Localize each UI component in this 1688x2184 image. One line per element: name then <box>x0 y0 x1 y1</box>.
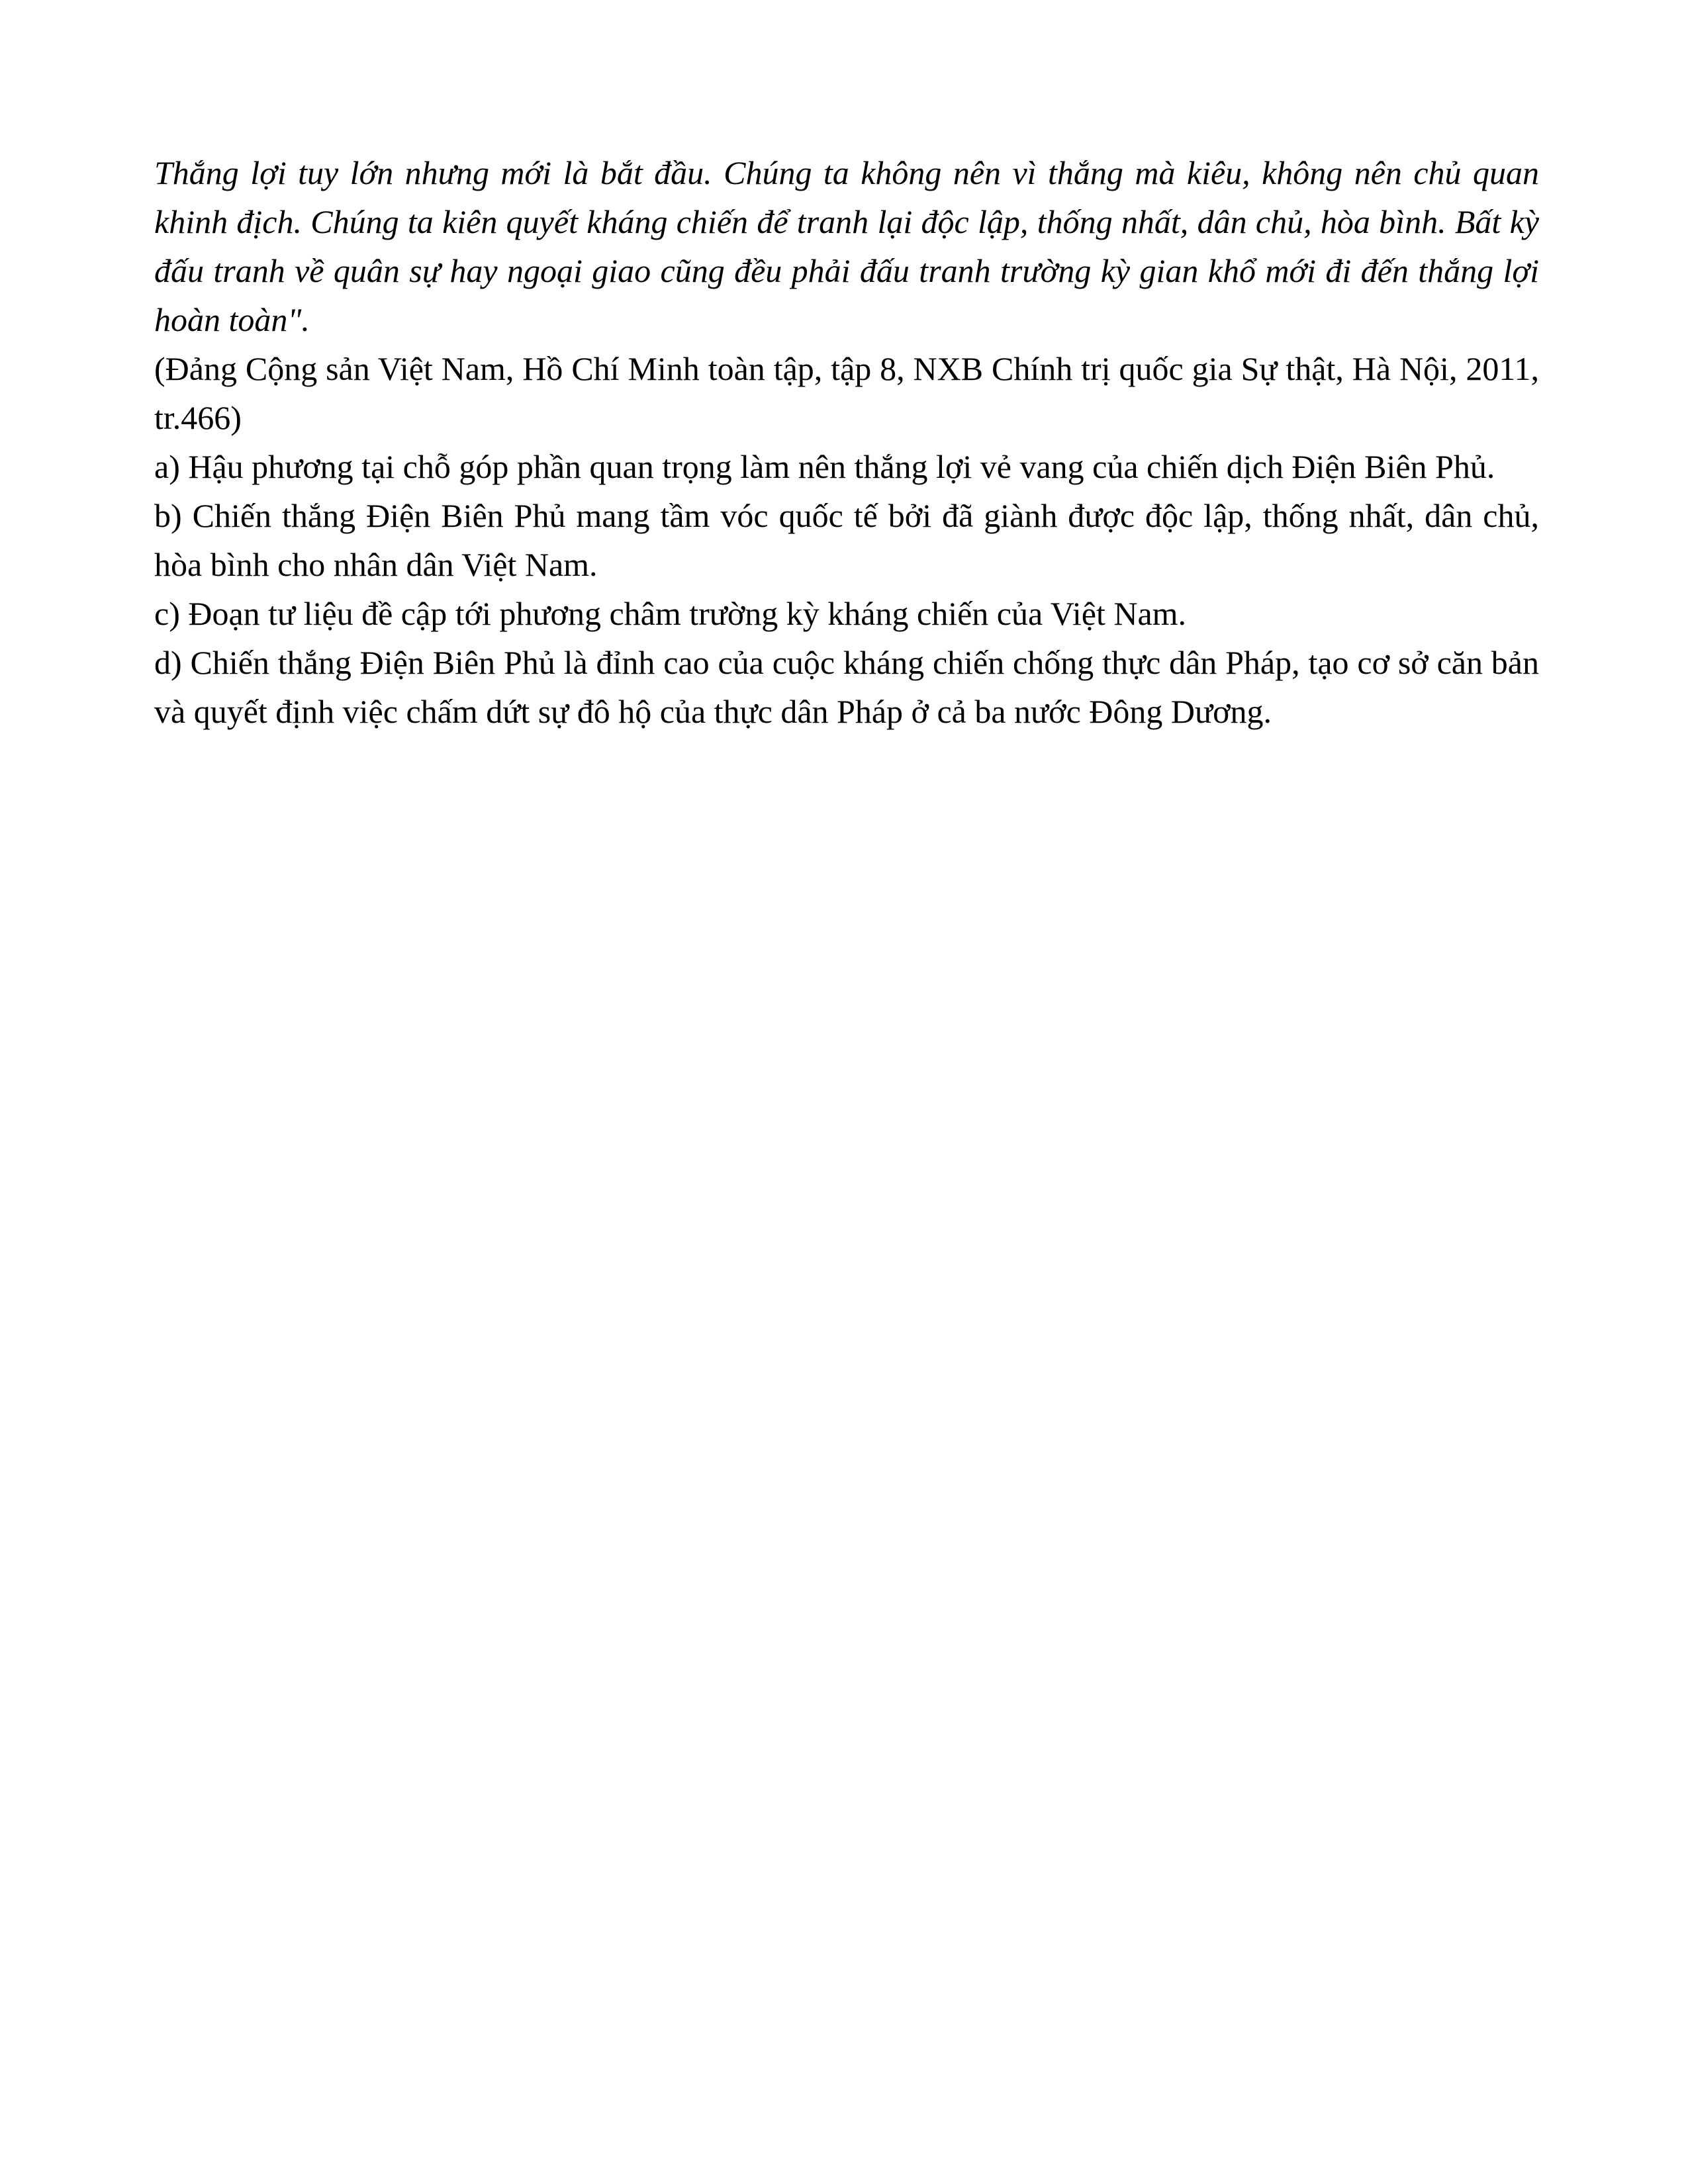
statement-b: b) Chiến thắng Điện Biên Phủ mang tầm vóc quốc tế bởi đã giành được độc lập, thống nhất, dân chủ, hòa bình cho nhân dân Việt Nam. <box>154 497 1539 583</box>
citation-paragraph: (Đảng Cộng sản Việt Nam, Hồ Chí Minh toàn tập, tập 8, NXB Chính trị quốc gia Sự thật, Hà Nội, 2011, tr.466) <box>154 350 1539 436</box>
statement-c: c) Đoạn tư liệu đề cập tới phương châm trường kỳ kháng chiến của Việt Nam. <box>154 595 1187 632</box>
document-page <box>154 148 1539 736</box>
statement-d: d) Chiến thắng Điện Biên Phủ là đỉnh cao của cuộc kháng chiến chống thực dân Pháp, tạo cơ sở căn bản và quyết định việc chấm dứt sự đô hộ của thực dân Pháp ở cả ba nước Đông Dương. <box>154 644 1539 730</box>
quote-paragraph: Thắng lợi tuy lớn nhưng mới là bắt đầu. Chúng ta không nên vì thắng mà kiêu, không nên chủ quan khinh địch. Chúng ta kiên quyết kháng chiến để tranh lại độc lập, thống nhất, dân chủ, hòa bình. Bất kỳ đấu tranh về quân sự hay ngoại giao cũng đều phải đấu tranh trường kỳ gian khổ mới đi đến thắng lợi hoàn toàn". <box>154 154 1539 338</box>
statement-a: a) Hậu phương tại chỗ góp phần quan trọng làm nên thắng lợi vẻ vang của chiến dịch Điện Biên Phủ. <box>154 448 1495 485</box>
